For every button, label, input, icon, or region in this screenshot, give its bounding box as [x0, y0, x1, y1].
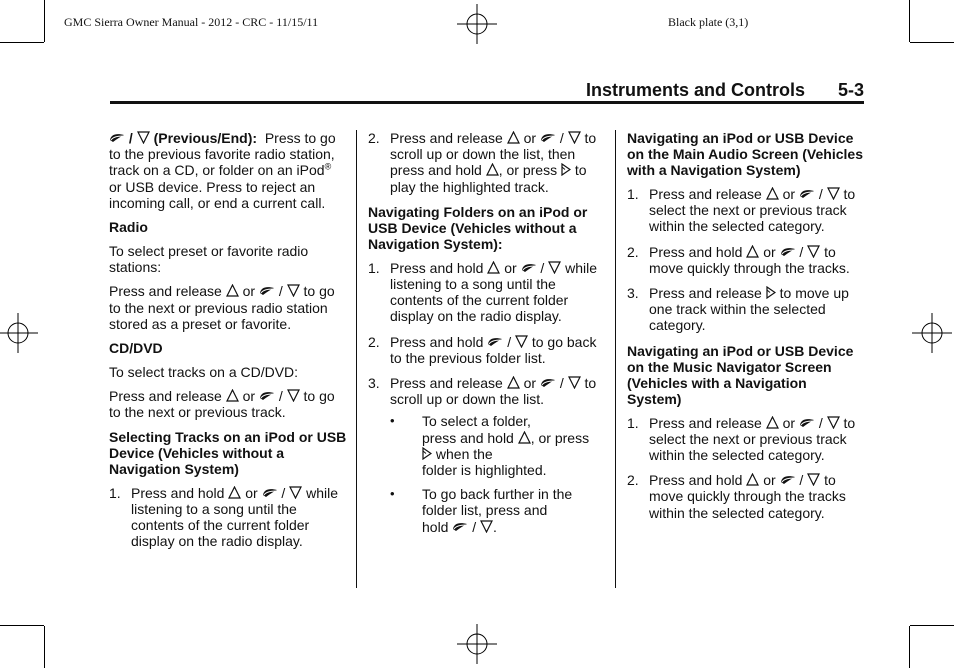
bullet-text: To select a folder,	[422, 413, 531, 430]
seek-down-icon	[827, 187, 840, 200]
seek-up-icon	[507, 376, 520, 389]
step-text: to go back to the previous folder list.	[390, 333, 597, 366]
step-text: Press and release	[649, 186, 762, 202]
seek-down-icon	[568, 131, 581, 144]
seek-up-icon	[746, 473, 759, 486]
seek-up-icon	[226, 389, 239, 402]
crop-mark	[909, 626, 910, 668]
radio-heading: Radio	[109, 219, 148, 236]
bullet-text: To go back further in the folder list, press and	[422, 486, 573, 519]
seek-up-icon	[518, 431, 531, 444]
bullet-text: folder is highlighted.	[422, 462, 547, 479]
bullet-text: hold	[422, 518, 449, 535]
step-text: Press and release	[649, 414, 762, 431]
seek-down-icon	[137, 131, 150, 144]
step-text: to scroll up or down the list, then press and hold	[390, 130, 597, 179]
registration-mark-bottom	[457, 624, 497, 664]
step-text: Press and hold	[131, 484, 225, 501]
bullet-text: when the	[435, 445, 493, 462]
registration-mark-left	[0, 313, 38, 353]
seek-up-icon	[507, 131, 520, 144]
back-icon	[259, 389, 275, 402]
seek-up-icon	[486, 163, 499, 176]
step-text: to move quickly through the tracks.	[649, 243, 850, 276]
folders-steps	[368, 260, 606, 535]
or-text: or	[242, 388, 256, 405]
column-1	[109, 130, 347, 558]
seek-down-icon	[289, 486, 302, 499]
list-item	[627, 285, 865, 334]
slash: /	[278, 283, 283, 300]
prev-end-label: (Previous/End):	[153, 130, 258, 146]
step-text: Press and release	[390, 375, 503, 392]
back-icon	[109, 131, 125, 144]
seek-down-icon	[807, 245, 820, 258]
page-header	[110, 80, 864, 100]
plate-info-left: GMC Sierra Owner Manual - 2012 - CRC - 11/15/11	[64, 15, 319, 29]
or-text: or	[245, 484, 258, 501]
list-item	[627, 415, 865, 464]
folders-heading: Navigating Folders on an iPod or USB Device (Vehicles without a Navigation System):	[368, 203, 588, 252]
ipod-tracks-heading: Selecting Tracks on an iPod or USB Device (Vehicles without a Navigation System)	[109, 428, 347, 477]
list-item	[368, 260, 606, 325]
instruction-text: Press and release	[109, 388, 222, 405]
step-number: 3.	[368, 375, 380, 392]
prev-end-paragraph	[109, 130, 347, 211]
list-item	[627, 472, 865, 521]
slash: /	[559, 375, 564, 392]
list-item	[109, 485, 347, 550]
slash: /	[472, 518, 477, 535]
or-text: or	[523, 130, 537, 146]
seek-down-icon	[480, 520, 493, 533]
column-divider	[615, 130, 616, 588]
step-number: 2.	[627, 243, 639, 260]
step-number: 2.	[368, 333, 380, 350]
or-text: or	[782, 414, 796, 431]
period: .	[493, 518, 497, 535]
seek-down-icon	[827, 416, 840, 429]
step-text: to move quickly through the tracks within the selected category.	[649, 472, 846, 521]
step-number: 1.	[627, 414, 639, 431]
slash: /	[507, 333, 512, 350]
crop-mark	[44, 0, 45, 42]
ipod-tracks-steps	[109, 485, 347, 550]
back-icon	[521, 261, 537, 274]
back-icon	[799, 187, 815, 200]
seek-down-icon	[548, 261, 561, 274]
slash: /	[818, 414, 823, 431]
seek-down-icon	[287, 284, 300, 297]
step-number: 1.	[109, 484, 121, 501]
back-icon	[452, 520, 468, 533]
step-number: 2.	[368, 130, 380, 146]
list-item	[368, 130, 606, 195]
cddvd-instructions	[109, 388, 347, 420]
seek-up-icon	[487, 261, 500, 274]
music-navigator-heading: Navigating an iPod or USB Device on the Music Navigator Screen (Vehicles with a Navigation System)	[627, 342, 854, 407]
bullet: •	[390, 486, 395, 502]
back-icon	[262, 486, 278, 499]
seek-up-icon	[228, 486, 241, 499]
or-text: or	[782, 186, 796, 202]
step-number: 2.	[627, 472, 639, 489]
step-text: Press and release	[390, 130, 503, 146]
list-item	[627, 186, 865, 235]
ipod-tracks-steps-cont	[368, 130, 606, 195]
bullet-text: press and hold	[422, 429, 514, 446]
step-text: to play the highlighted track.	[390, 162, 587, 195]
crop-mark	[910, 42, 954, 43]
crop-mark	[0, 42, 44, 43]
section-title: Instruments and Controls	[585, 80, 805, 100]
step-text: while listening to a song until the contents of the current folder display on the radio display.	[390, 259, 597, 325]
step-text: Press and release	[649, 285, 762, 302]
or-text: or	[763, 243, 776, 260]
instruction-text: to go to the next or previous radio station stored as a preset or favorite.	[109, 283, 335, 332]
back-icon	[540, 376, 556, 389]
header-rule	[110, 101, 864, 104]
seek-up-icon	[766, 416, 779, 429]
forward-icon	[766, 286, 776, 299]
column-3	[627, 130, 865, 530]
seek-up-icon	[766, 187, 779, 200]
registration-mark-top	[457, 4, 497, 44]
crop-mark	[910, 625, 954, 626]
crop-mark	[909, 0, 910, 42]
slash: /	[281, 484, 286, 501]
slash: /	[278, 388, 283, 405]
prev-end-text: Press to go to the previous favorite radio station, track on a CD, or folder on an iPod	[109, 130, 336, 179]
or-text: or	[523, 375, 537, 392]
step-text: to move up one track within the selected category.	[649, 285, 849, 334]
step-text: while listening to a song until the contents of the current folder display on the radio display.	[131, 484, 338, 550]
main-audio-heading: Navigating an iPod or USB Device on the Main Audio Screen (Vehicles with a Navigation System)	[627, 130, 863, 178]
bullet: •	[390, 413, 395, 429]
back-icon	[259, 284, 275, 297]
step-text: Press and hold	[649, 243, 743, 260]
step-text: Press and hold	[649, 472, 743, 489]
back-icon	[799, 416, 815, 429]
cddvd-intro: To select tracks on a CD/DVD:	[109, 364, 299, 381]
registered-mark: ®	[324, 161, 332, 172]
step-text: Press and hold	[390, 259, 484, 276]
registration-mark-right	[912, 313, 952, 353]
slash: /	[818, 186, 823, 202]
seek-up-icon	[226, 284, 239, 297]
radio-instructions	[109, 283, 347, 332]
step-number: 1.	[627, 186, 639, 202]
column-divider	[356, 130, 357, 588]
list-item	[368, 334, 606, 366]
folder-bullets	[390, 413, 606, 534]
forward-icon	[561, 163, 571, 176]
step-text: Press and hold	[390, 333, 484, 350]
crop-mark	[0, 625, 44, 626]
column-2	[368, 130, 606, 544]
radio-intro: To select preset or favorite radio stations:	[109, 243, 309, 276]
back-icon	[540, 131, 556, 144]
or-text: or	[504, 259, 517, 276]
plate-info-right: Black plate (3,1)	[668, 15, 749, 29]
seek-down-icon	[287, 389, 300, 402]
slash: /	[540, 259, 545, 276]
list-item	[390, 413, 606, 478]
music-navigator-steps	[627, 415, 865, 521]
crop-mark	[44, 626, 45, 668]
slash: /	[559, 130, 564, 146]
step-text: to select the next or previous track within the selected category.	[649, 414, 856, 464]
list-item	[627, 244, 865, 276]
back-icon	[780, 245, 796, 258]
list-item	[368, 375, 606, 535]
slash: /	[799, 472, 804, 489]
step-number: 1.	[368, 259, 380, 276]
seek-down-icon	[807, 473, 820, 486]
bullet-text: , or press	[530, 429, 590, 446]
instruction-text: Press and release	[109, 283, 222, 300]
page-number: 5-3	[837, 80, 864, 100]
step-text: to select the next or previous track within the selected category.	[649, 186, 856, 235]
back-icon	[780, 473, 796, 486]
forward-icon	[422, 447, 432, 460]
or-text: or	[242, 283, 256, 300]
list-item	[390, 486, 606, 535]
back-icon	[487, 335, 503, 348]
step-number: 3.	[627, 285, 639, 302]
step-text: to scroll up or down the list.	[390, 375, 597, 408]
seek-up-icon	[746, 245, 759, 258]
cddvd-heading: CD/DVD	[109, 340, 163, 357]
prev-end-text-2: or USB device. Press to reject an incoming call, or end a current call.	[109, 178, 326, 211]
seek-down-icon	[515, 335, 528, 348]
seek-down-icon	[568, 376, 581, 389]
step-text: , or press	[498, 162, 558, 179]
slash: /	[128, 130, 133, 146]
or-text: or	[763, 472, 776, 489]
instruction-text: to go to the next or previous track.	[109, 388, 335, 421]
slash: /	[799, 243, 804, 260]
main-audio-steps	[627, 186, 865, 334]
